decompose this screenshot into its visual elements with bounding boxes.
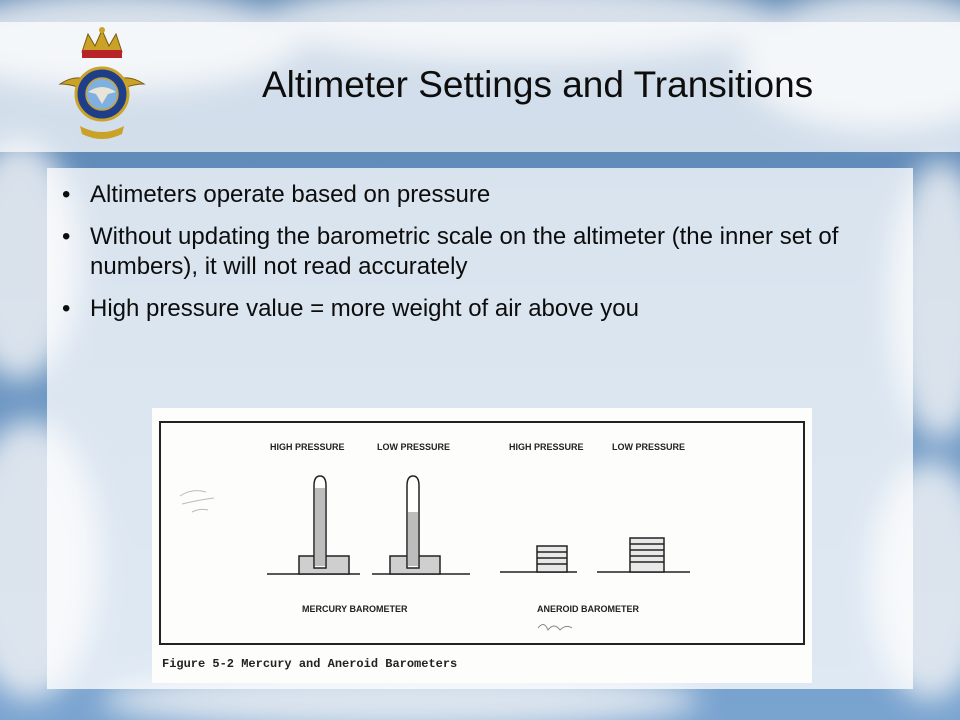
bullet-list: [62, 180, 892, 336]
bullet-item: [62, 222, 892, 282]
bullet-text: Altimeters operate based on pressure: [90, 181, 491, 208]
bullet-glyph: •: [62, 295, 71, 322]
barometer-figure: [152, 408, 812, 683]
label-low-pressure-mercury: LOW PRESSURE: [377, 442, 451, 452]
bullet-text: High pressure value = more weight of air above you: [90, 295, 639, 322]
label-high-pressure-aneroid: HIGH PRESSURE: [509, 442, 584, 452]
bullet-item: [62, 180, 892, 210]
slide-title: Altimeter Settings and Transitions: [262, 64, 814, 105]
bullet-text: Without updating the barometric scale on the altimeter (the inner set of numbers), it will not read accurately: [90, 223, 839, 280]
figure-caption: Figure 5-2 Mercury and Aneroid Barometers: [162, 657, 458, 671]
bullet-item: [62, 294, 892, 324]
label-aneroid-barometer: ANEROID BAROMETER: [537, 604, 640, 614]
label-mercury-barometer: MERCURY BAROMETER: [302, 604, 408, 614]
label-high-pressure-mercury: HIGH PRESSURE: [270, 442, 345, 452]
label-low-pressure-aneroid: LOW PRESSURE: [612, 442, 686, 452]
bullet-glyph: •: [62, 223, 71, 250]
rcaf-crest-icon: [52, 22, 152, 152]
bullet-glyph: •: [62, 181, 71, 208]
